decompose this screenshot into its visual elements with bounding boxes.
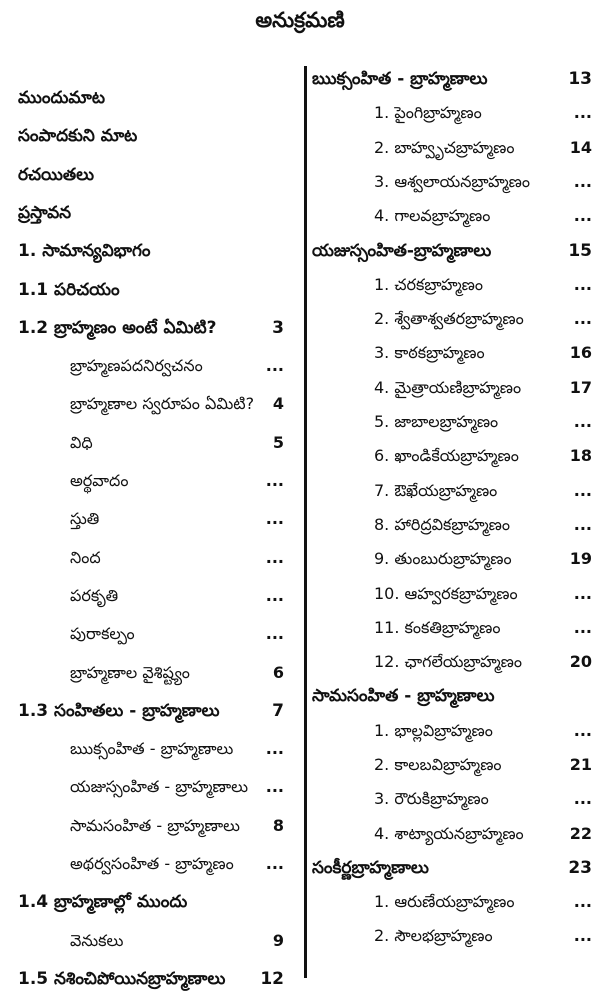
toc-entry-page: ... [573, 892, 592, 911]
toc-entry [18, 83, 284, 113]
toc-entry-page: ... [265, 471, 284, 490]
toc-entry [18, 964, 284, 994]
toc-entry-page: 22 [569, 824, 592, 843]
toc-entry-title: నింద [70, 548, 101, 567]
toc-entry-title: 1. ఆరుణేయబ్రాహ్మణం [374, 892, 515, 911]
toc-entry-title: 1. పైంగిబ్రాహ్మణం [374, 103, 482, 122]
toc-entry-page: ... [265, 854, 284, 873]
toc-entry [18, 160, 284, 190]
toc-entry [374, 373, 592, 403]
toc-entry-page: ... [573, 721, 592, 740]
toc-entry-title: విధి [70, 433, 93, 452]
toc-entry [374, 304, 592, 334]
toc-entry-title: 4. శాట్యాయనబ్రాహ్మణం [374, 824, 524, 843]
toc-entry [70, 658, 284, 688]
toc-entry-page: 23 [568, 858, 592, 878]
toc-entry [312, 236, 592, 266]
toc-entry-page: ... [265, 509, 284, 528]
page-title: అనుక్రమణి [255, 8, 345, 32]
toc-entry-title: 2. బాహ్వృచబ్రాహ్మణం [374, 138, 515, 157]
toc-entry-page: 18 [569, 446, 592, 465]
toc-entry [374, 441, 592, 471]
toc-entry [374, 133, 592, 163]
toc-entry-title: సామసంహిత - బ్రాహ్మణాలు [312, 686, 495, 706]
toc-entry [312, 853, 592, 883]
toc-entry-page: 12 [260, 969, 284, 989]
toc-entry [374, 167, 592, 197]
toc-entry-title: 1.5 నశించిపోయినబ్రాహ్మణాలు [18, 969, 226, 989]
toc-entry-title: పరకృతి [70, 586, 119, 605]
toc-entry-page: 6 [272, 663, 284, 682]
toc-entry [312, 681, 592, 711]
toc-entry-page: ... [573, 789, 592, 808]
toc-entry-title: ప్రస్తావన [18, 203, 72, 223]
toc-entry-title: సంపాదకుని మాట [18, 126, 138, 146]
toc-entry [374, 98, 592, 128]
toc-entry-title: 1.3 సంహితలు - బ్రాహ్మణాలు [18, 701, 220, 721]
toc-entry [374, 750, 592, 780]
toc-entry-page: ... [573, 172, 592, 191]
toc-entry [18, 236, 284, 266]
toc-entry [374, 201, 592, 231]
toc-entry [18, 313, 284, 343]
toc-entry-title: అర్థవాదం [70, 471, 129, 490]
toc-entry-title: 1. సామాన్యవిభాగం [18, 241, 151, 261]
toc-entry-title: ఋక్సంహిత - బ్రాహ్మణాలు [312, 69, 488, 89]
toc-entry [18, 887, 284, 917]
toc-entry [70, 849, 284, 879]
toc-entry-page: ... [573, 515, 592, 534]
toc-entry [374, 647, 592, 677]
toc-entry-page: 16 [569, 343, 592, 362]
toc-entry [70, 504, 284, 534]
toc-entry [374, 887, 592, 917]
toc-entry-title: 6. ఖాండికేయబ్రాహ్మణం [374, 446, 519, 465]
toc-entry [70, 581, 284, 611]
toc-entry-title: 11. కంకతిబ్రాహ్మణం [374, 618, 501, 637]
toc-entry [70, 734, 284, 764]
toc-entry [18, 696, 284, 726]
toc-entry-page: 17 [569, 378, 592, 397]
toc-entry-page: 8 [272, 816, 284, 835]
toc-entry-page: ... [265, 586, 284, 605]
toc-entry [70, 772, 284, 802]
toc-entry-page: 7 [272, 701, 284, 721]
toc-entry-page: 5 [272, 433, 284, 452]
toc-entry [18, 198, 284, 228]
toc-entry-title: 9. తుంబురుబ్రాహ్మణం [374, 549, 512, 568]
toc-entry-title: 12. ఛాగలేయబ్రాహ్మణం [374, 652, 523, 671]
toc-entry [70, 466, 284, 496]
toc-entry-title: 1. చరకబ్రాహ్మణం [374, 275, 483, 294]
toc-entry-page: 9 [272, 931, 284, 950]
toc-entry-page: ... [573, 618, 592, 637]
toc-entry-title: 8. హారిద్రవికబ్రాహ్మణం [374, 515, 510, 534]
toc-entry-page: 21 [569, 755, 592, 774]
toc-entry-title: 7. ఔఖేయబ్రాహ్మణం [374, 481, 498, 500]
toc-entry [374, 407, 592, 437]
toc-entry-page: 19 [569, 549, 592, 568]
toc-entry [70, 619, 284, 649]
toc-entry-title: 2. శ్వేతాశ్వతరబ్రాహ్మణం [374, 309, 524, 328]
toc-entry-title: 4. మైత్రాయణిబ్రాహ్మణం [374, 378, 522, 397]
toc-entry-page: ... [265, 356, 284, 375]
toc-entry-page: 20 [569, 652, 592, 671]
toc-entry-page: 3 [272, 318, 284, 338]
toc-entry-page: ... [573, 584, 592, 603]
toc-entry-page: 4 [272, 394, 284, 413]
column-divider [304, 66, 307, 978]
toc-entry [70, 926, 284, 956]
toc-entry [70, 389, 284, 419]
toc-entry-title: 2. కాలబవిబ్రాహ్మణం [374, 755, 502, 774]
toc-entry-page: ... [573, 926, 592, 945]
toc-entry-title: 10. ఆహ్వరకబ్రాహ్మణం [374, 584, 518, 603]
toc-entry-title: 1.1 పరిచయం [18, 280, 120, 300]
toc-entry [70, 351, 284, 381]
toc-entry-title: స్తుతి [70, 509, 100, 528]
toc-entry-title: సామసంహిత - బ్రాహ్మణాలు [70, 816, 240, 835]
toc-entry-page: ... [573, 103, 592, 122]
toc-entry [312, 64, 592, 94]
toc-entry [374, 921, 592, 951]
toc-entry [70, 428, 284, 458]
toc-entry [374, 544, 592, 574]
toc-entry [374, 784, 592, 814]
toc-entry-title: వెనుకలు [70, 931, 124, 950]
toc-entry [374, 716, 592, 746]
toc-entry-title: 3. ఆశ్వలాయనబ్రాహ్మణం [374, 172, 530, 191]
toc-entry-page: 13 [568, 69, 592, 89]
toc-entry-title: బ్రాహ్మణాల స్వరూపం ఏమిటి? [70, 394, 255, 413]
toc-entry-page: ... [265, 548, 284, 567]
toc-entry-title: 1.4 బ్రాహ్మణాల్లో ముందు [18, 892, 188, 912]
toc-entry-title: సంకీర్ణబ్రాహ్మణాలు [312, 858, 429, 878]
toc-entry-page: ... [265, 624, 284, 643]
toc-entry-title: బ్రాహ్మణాల వైశిష్ట్యం [70, 663, 190, 682]
toc-entry-title: 1.2 బ్రాహ్మణం అంటే ఏమిటి? [18, 318, 217, 338]
toc-entry-page: 15 [568, 241, 592, 261]
toc-entry [70, 811, 284, 841]
toc-entry-page: ... [573, 275, 592, 294]
toc-entry [374, 476, 592, 506]
toc-entry [374, 819, 592, 849]
toc-entry [18, 121, 284, 151]
toc-entry-page: 14 [569, 138, 592, 157]
toc-entry-title: ఋక్సంహిత - బ్రాహ్మణాలు [70, 739, 234, 758]
toc-entry [374, 270, 592, 300]
toc-entry [70, 543, 284, 573]
toc-entry-title: 2. సౌలభబ్రాహ్మణం [374, 926, 493, 945]
toc-entry-page: ... [573, 412, 592, 431]
toc-entry-page: ... [265, 739, 284, 758]
toc-entry [374, 613, 592, 643]
toc-entry [374, 579, 592, 609]
toc-entry-page: ... [573, 206, 592, 225]
toc-entry-title: పురాకల్పం [70, 624, 135, 643]
toc-entry [374, 510, 592, 540]
toc-entry-title: బ్రాహ్మణపదనిర్వచనం [70, 356, 203, 375]
toc-entry-title: ముందుమాట [18, 88, 105, 108]
toc-entry-title: 1. భాల్లవిబ్రాహ్మణం [374, 721, 493, 740]
toc-entry-title: 5. జాబాలబ్రాహ్మణం [374, 412, 499, 431]
toc-entry-title: 3. కాఠకబ్రాహ్మణం [374, 343, 485, 362]
toc-entry-title: 3. రౌరుకిబ్రాహ్మణం [374, 789, 489, 808]
toc-entry-title: రచయితలు [18, 165, 95, 185]
toc-entry-page: ... [265, 777, 284, 796]
toc-entry-title: యజుస్సంహిత - బ్రాహ్మణాలు [70, 777, 249, 796]
toc-entry-title: 4. గాలవబ్రాహ్మణం [374, 206, 491, 225]
toc-entry-page: ... [573, 309, 592, 328]
toc-entry [18, 275, 284, 305]
toc-entry-title: అథర్వసంహిత - బ్రాహ్మణం [70, 854, 234, 873]
toc-entry-title: యజుస్సంహిత-బ్రాహ్మణాలు [312, 241, 492, 261]
toc-entry-page: ... [573, 481, 592, 500]
toc-entry [374, 338, 592, 368]
